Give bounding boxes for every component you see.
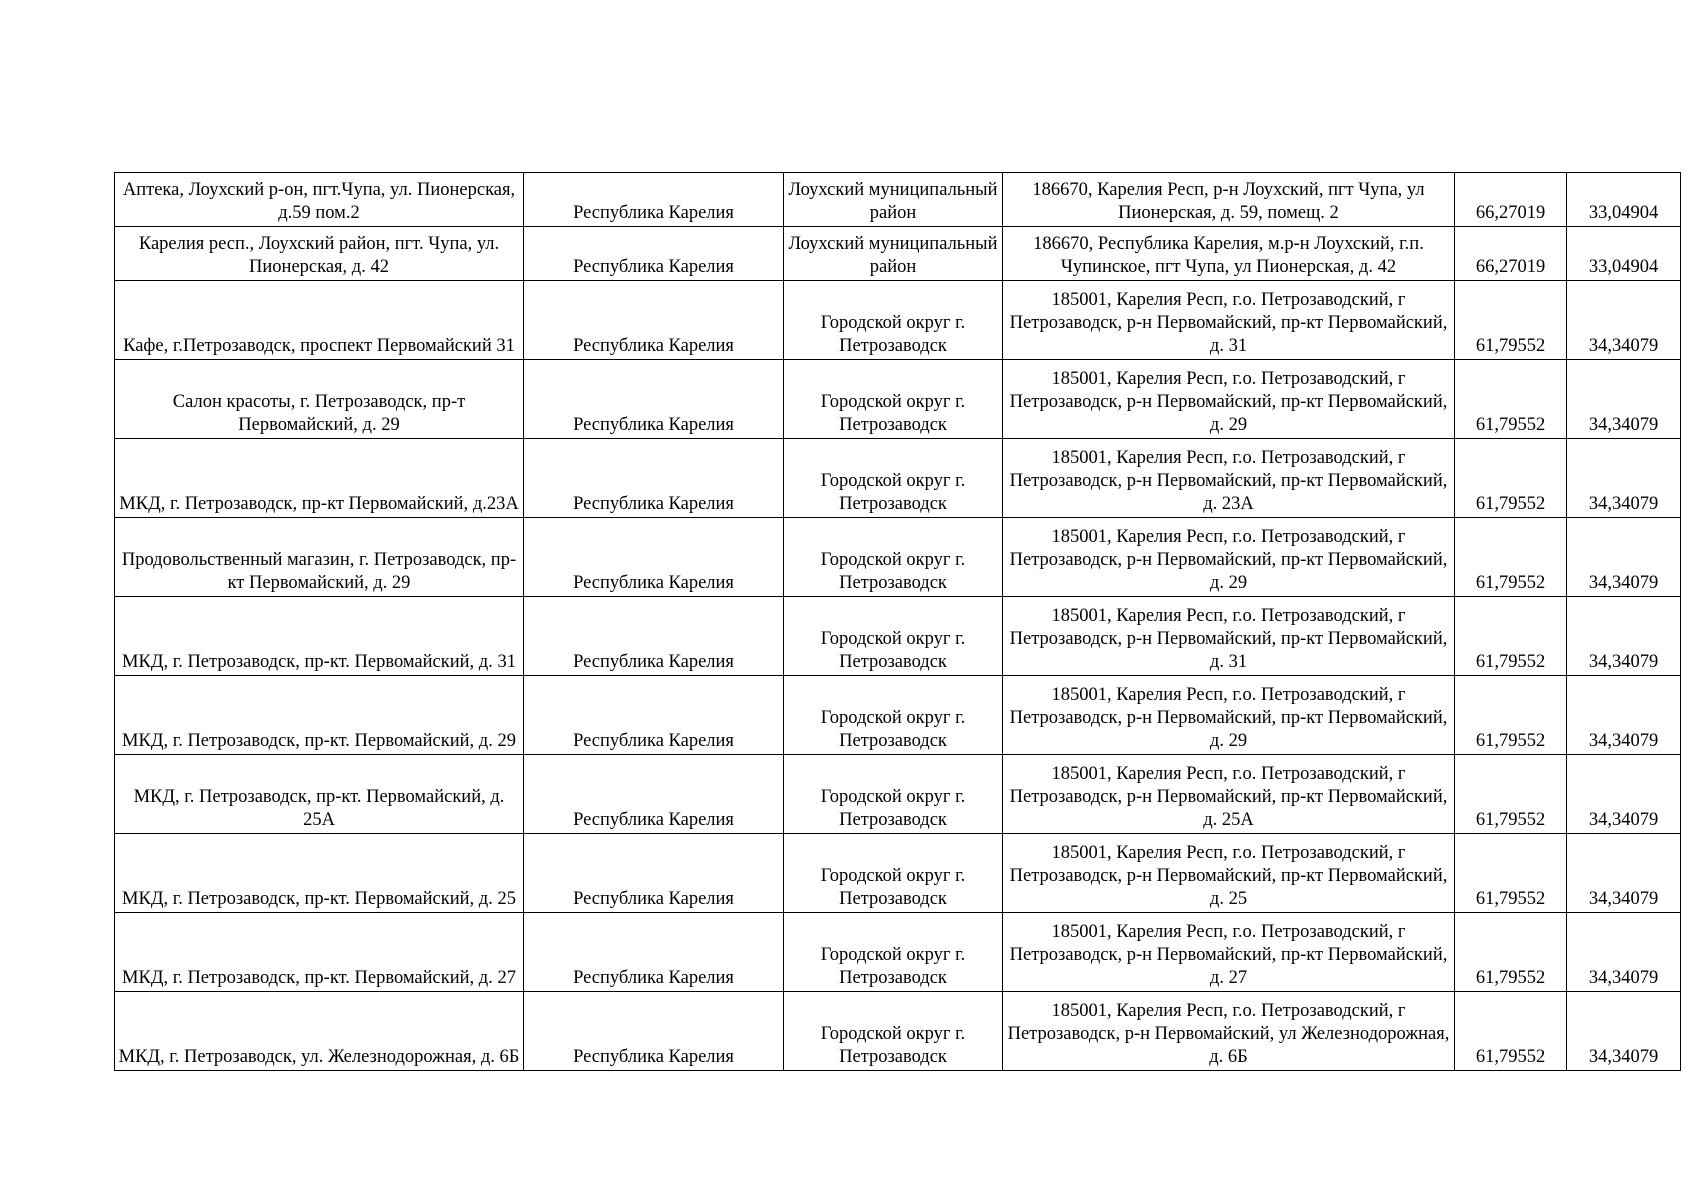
address-cell: 185001, Карелия Респ, г.о. Петрозаводский, г Петрозаводск, р-н Первомайский, пр-кт Первомайский, д. 23А [1003, 439, 1455, 518]
object-name-cell: МКД, г. Петрозаводск, пр-кт Первомайский, д.23А [115, 439, 524, 518]
latitude-cell: 66,27019 [1455, 173, 1567, 227]
latitude-cell: 61,79552 [1455, 676, 1567, 755]
latitude-cell: 61,79552 [1455, 913, 1567, 992]
object-name-cell: МКД, г. Петрозаводск, пр-кт. Первомайский, д. 25А [115, 755, 524, 834]
region-cell: Республика Карелия [524, 281, 784, 360]
municipality-cell: Лоухский муниципальный район [784, 227, 1003, 281]
longitude-cell: 34,34079 [1567, 360, 1681, 439]
object-name-cell: МКД, г. Петрозаводск, пр-кт. Первомайский, д. 27 [115, 913, 524, 992]
region-cell: Республика Карелия [524, 597, 784, 676]
address-cell: 185001, Карелия Респ, г.о. Петрозаводский, г Петрозаводск, р-н Первомайский, пр-кт Первомайский, д. 29 [1003, 360, 1455, 439]
object-name-cell: Карелия респ., Лоухский район, пгт. Чупа, ул. Пионерская, д. 42 [115, 227, 524, 281]
municipality-cell: Городской округ г. Петрозаводск [784, 597, 1003, 676]
table-row [115, 913, 1681, 992]
table-row [115, 360, 1681, 439]
table-row [115, 992, 1681, 1071]
latitude-cell: 61,79552 [1455, 834, 1567, 913]
table-row [115, 834, 1681, 913]
table-row [115, 518, 1681, 597]
latitude-cell: 61,79552 [1455, 518, 1567, 597]
latitude-cell: 61,79552 [1455, 281, 1567, 360]
latitude-cell: 61,79552 [1455, 597, 1567, 676]
longitude-cell: 34,34079 [1567, 281, 1681, 360]
municipality-cell: Городской округ г. Петрозаводск [784, 281, 1003, 360]
address-cell: 185001, Карелия Респ, г.о. Петрозаводский, г Петрозаводск, р-н Первомайский, пр-кт Первомайский, д. 29 [1003, 518, 1455, 597]
region-cell: Республика Карелия [524, 992, 784, 1071]
region-cell: Республика Карелия [524, 676, 784, 755]
longitude-cell: 34,34079 [1567, 597, 1681, 676]
longitude-cell: 34,34079 [1567, 439, 1681, 518]
region-cell: Республика Карелия [524, 913, 784, 992]
address-cell: 186670, Карелия Респ, р-н Лоухский, пгт Чупа, ул Пионерская, д. 59, помещ. 2 [1003, 173, 1455, 227]
object-name-cell: МКД, г. Петрозаводск, ул. Железнодорожная, д. 6Б [115, 992, 524, 1071]
region-cell: Республика Карелия [524, 439, 784, 518]
locations-table [114, 172, 1681, 1071]
latitude-cell: 66,27019 [1455, 227, 1567, 281]
table-row [115, 439, 1681, 518]
longitude-cell: 34,34079 [1567, 992, 1681, 1071]
longitude-cell: 34,34079 [1567, 913, 1681, 992]
municipality-cell: Городской округ г. Петрозаводск [784, 360, 1003, 439]
region-cell: Республика Карелия [524, 834, 784, 913]
region-cell: Республика Карелия [524, 360, 784, 439]
object-name-cell: МКД, г. Петрозаводск, пр-кт. Первомайский, д. 25 [115, 834, 524, 913]
latitude-cell: 61,79552 [1455, 360, 1567, 439]
object-name-cell: Салон красоты, г. Петрозаводск, пр-т Первомайский, д. 29 [115, 360, 524, 439]
municipality-cell: Городской округ г. Петрозаводск [784, 992, 1003, 1071]
municipality-cell: Городской округ г. Петрозаводск [784, 518, 1003, 597]
longitude-cell: 34,34079 [1567, 518, 1681, 597]
municipality-cell: Городской округ г. Петрозаводск [784, 676, 1003, 755]
address-cell: 185001, Карелия Респ, г.о. Петрозаводский, г Петрозаводск, р-н Первомайский, пр-кт Первомайский, д. 27 [1003, 913, 1455, 992]
municipality-cell: Городской округ г. Петрозаводск [784, 439, 1003, 518]
object-name-cell: МКД, г. Петрозаводск, пр-кт. Первомайский, д. 31 [115, 597, 524, 676]
region-cell: Республика Карелия [524, 173, 784, 227]
address-cell: 185001, Карелия Респ, г.о. Петрозаводский, г Петрозаводск, р-н Первомайский, пр-кт Первомайский, д. 25А [1003, 755, 1455, 834]
region-cell: Республика Карелия [524, 755, 784, 834]
object-name-cell: Аптека, Лоухский р-он, пгт.Чупа, ул. Пионерская, д.59 пом.2 [115, 173, 524, 227]
longitude-cell: 34,34079 [1567, 755, 1681, 834]
table-row [115, 597, 1681, 676]
latitude-cell: 61,79552 [1455, 439, 1567, 518]
object-name-cell: Продовольственный магазин, г. Петрозаводск, пр-кт Первомайский, д. 29 [115, 518, 524, 597]
municipality-cell: Лоухский муниципальный район [784, 173, 1003, 227]
address-cell: 185001, Карелия Респ, г.о. Петрозаводский, г Петрозаводск, р-н Первомайский, пр-кт Первомайский, д. 31 [1003, 597, 1455, 676]
address-cell: 185001, Карелия Респ, г.о. Петрозаводский, г Петрозаводск, р-н Первомайский, пр-кт Первомайский, д. 31 [1003, 281, 1455, 360]
region-cell: Республика Карелия [524, 227, 784, 281]
longitude-cell: 34,34079 [1567, 834, 1681, 913]
municipality-cell: Городской округ г. Петрозаводск [784, 834, 1003, 913]
address-cell: 185001, Карелия Респ, г.о. Петрозаводский, г Петрозаводск, р-н Первомайский, пр-кт Первомайский, д. 29 [1003, 676, 1455, 755]
address-cell: 185001, Карелия Респ, г.о. Петрозаводский, г Петрозаводск, р-н Первомайский, пр-кт Первомайский, д. 25 [1003, 834, 1455, 913]
table-row [115, 173, 1681, 227]
longitude-cell: 33,04904 [1567, 227, 1681, 281]
address-cell: 186670, Республика Карелия, м.р-н Лоухский, г.п. Чупинское, пгт Чупа, ул Пионерская, д. 42 [1003, 227, 1455, 281]
longitude-cell: 33,04904 [1567, 173, 1681, 227]
municipality-cell: Городской округ г. Петрозаводск [784, 913, 1003, 992]
object-name-cell: МКД, г. Петрозаводск, пр-кт. Первомайский, д. 29 [115, 676, 524, 755]
object-name-cell: Кафе, г.Петрозаводск, проспект Первомайский 31 [115, 281, 524, 360]
table-row [115, 755, 1681, 834]
address-cell: 185001, Карелия Респ, г.о. Петрозаводский, г Петрозаводск, р-н Первомайский, ул Железнодорожная, д. 6Б [1003, 992, 1455, 1071]
longitude-cell: 34,34079 [1567, 676, 1681, 755]
region-cell: Республика Карелия [524, 518, 784, 597]
table-row [115, 227, 1681, 281]
table-row [115, 676, 1681, 755]
municipality-cell: Городской округ г. Петрозаводск [784, 755, 1003, 834]
latitude-cell: 61,79552 [1455, 992, 1567, 1071]
table-row [115, 281, 1681, 360]
latitude-cell: 61,79552 [1455, 755, 1567, 834]
